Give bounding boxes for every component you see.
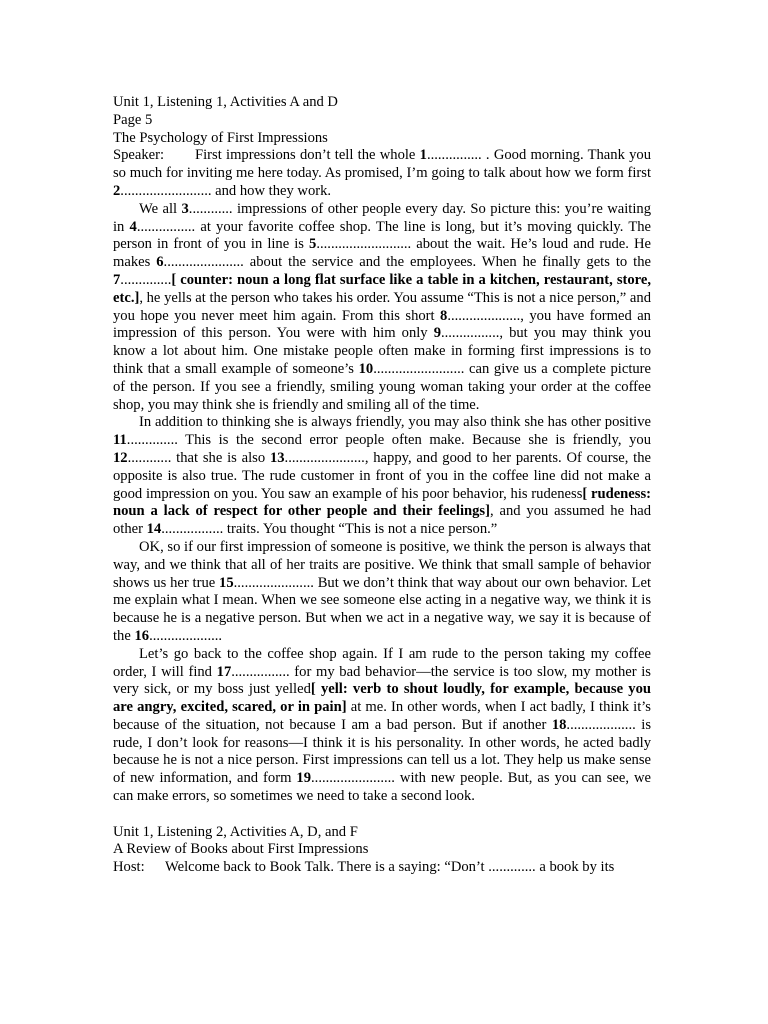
document-page bbox=[113, 94, 651, 877]
bold-text: 17 bbox=[216, 663, 232, 680]
bold-text: 10 bbox=[358, 360, 374, 377]
paragraph-3: In addition to thinking she is always friendly, you may also think she has other positive 11.............. This is the second error people often make. Because she is friendly, you 12............ that she is also 13......................, happy, and good to her parents. Of course, the opposite is also true. The rude customer in front of you in the coffee line did not make a good impression on you. You saw an example of his poor behavior, his rudeness[ rudeness: noun a lack of respect for other people and their feelings], and you assumed he had other 14................. traits. You thought “This is not a nice person.” bbox=[113, 414, 651, 538]
paragraph-2: We all 3............ impressions of other people every day. So picture this: you’re waiting in 4................ at your favorite coffee shop. The line is long, but it’s moving quickly. The person in front of you in line is 5.......................... about the wait. He’s loud and rude. He makes 6...................... about the service and the employees. When he finally gets to the 7..............[ counter: noun a long flat surface like a table in a kitchen, restaurant, store, etc.], he yells at the person who takes his order. You assume “This is not a nice person,” and you hope you never meet him again. From this short 8...................., you have formed an impression of this person. You were with him only 9................, but you may think you know a lot about him. One mistake people often make in forming first impressions is to think that a small example of someone’s 10......................... can give us a complete picture of the person. If you see a friendly, smiling young woman taking your order at the coffee shop, you may think she is friendly and smiling all of the time. bbox=[113, 200, 652, 413]
speaker-label: Speaker: bbox=[113, 147, 165, 164]
bold-text: 12 bbox=[113, 449, 128, 466]
bold-text: 5 bbox=[309, 236, 317, 253]
host-text: Welcome back to Book Talk. There is a saying: “Don’t ............. a book by its bbox=[165, 859, 615, 876]
paragraph-5: Let’s go back to the coffee shop again. If I am rude to the person taking my coffee order, I will find 17................ for my bad behavior—the service is too slow, my mother is very sick, or my boss just yelled[ yell: verb to shout loudly, for example, because you are angry, excited, scared, or in pain] at me. In other words, when I act badly, I think it’s because of the situation, not because I am a bad person. But if another 18................... is rude, I don’t look for reasons—I think it is his personality. In other words, he acted badly because he is not a nice person. First impressions can tell us a lot. They help us make sense of new information, and form 19....................... with new people. But, as you can see, we can make errors, so sometimes we need to take a second look. bbox=[113, 645, 652, 805]
paragraph-4: OK, so if our first impression of someone is positive, we think the person is always that way, and we think that all of her traits are positive. We think that small sample of behavior shows us her true 15...................... But we don’t think that way about our own behavior. Let me explain what I mean. When we see someone else acting in a negative way, we think it is because he is a negative person. But when we act in a negative way, we say it is because of the 16.................... bbox=[113, 538, 651, 644]
bold-text: 19 bbox=[296, 770, 312, 787]
bold-text: 2 bbox=[113, 182, 121, 199]
bold-text: 6 bbox=[156, 254, 164, 271]
bold-text: [ yell: verb to shout loudly, for example, because you are angry, excited, scared, or in pain] bbox=[113, 681, 652, 716]
unit-heading: Unit 1, Listening 1, Activities A and D bbox=[113, 94, 338, 110]
bold-text: [ counter: noun a long flat surface like a table in a kitchen, restaurant, store, etc.] bbox=[113, 271, 651, 306]
host-label: Host: bbox=[113, 859, 145, 876]
bold-text: 7 bbox=[113, 271, 121, 288]
paragraph-1 bbox=[113, 147, 651, 200]
bold-text: 18 bbox=[551, 716, 567, 733]
bold-text: 3 bbox=[181, 200, 189, 217]
bold-text: 14 bbox=[146, 521, 162, 538]
bold-text: 13 bbox=[269, 449, 285, 466]
bold-text: [ rudeness: noun a lack of respect for other people and their feelings] bbox=[113, 485, 651, 520]
review-title: A Review of Books about First Impressions bbox=[113, 841, 369, 858]
bold-text: 9 bbox=[433, 325, 441, 342]
bold-text: 8 bbox=[440, 307, 448, 324]
unit-heading-2: Unit 1, Listening 2, Activities A, D, and F bbox=[113, 823, 358, 840]
bold-text: 16 bbox=[134, 627, 150, 644]
bold-text: 11 bbox=[113, 432, 127, 449]
host-line bbox=[113, 859, 651, 877]
bold-text: 1 bbox=[419, 147, 427, 164]
paragraph-1-text: First impressions don’t tell the whole 1............... . Good morning. Thank you so much for inviting me here today. As promised, I’m going to talk about how we form first 2......................... and how they work. bbox=[113, 147, 652, 199]
page-number: Page 5 bbox=[113, 111, 153, 128]
bold-text: 4 bbox=[129, 218, 137, 235]
bold-text: 15 bbox=[219, 574, 234, 591]
lecture-title: The Psychology of First Impressions bbox=[113, 129, 328, 146]
spacer bbox=[113, 806, 651, 824]
